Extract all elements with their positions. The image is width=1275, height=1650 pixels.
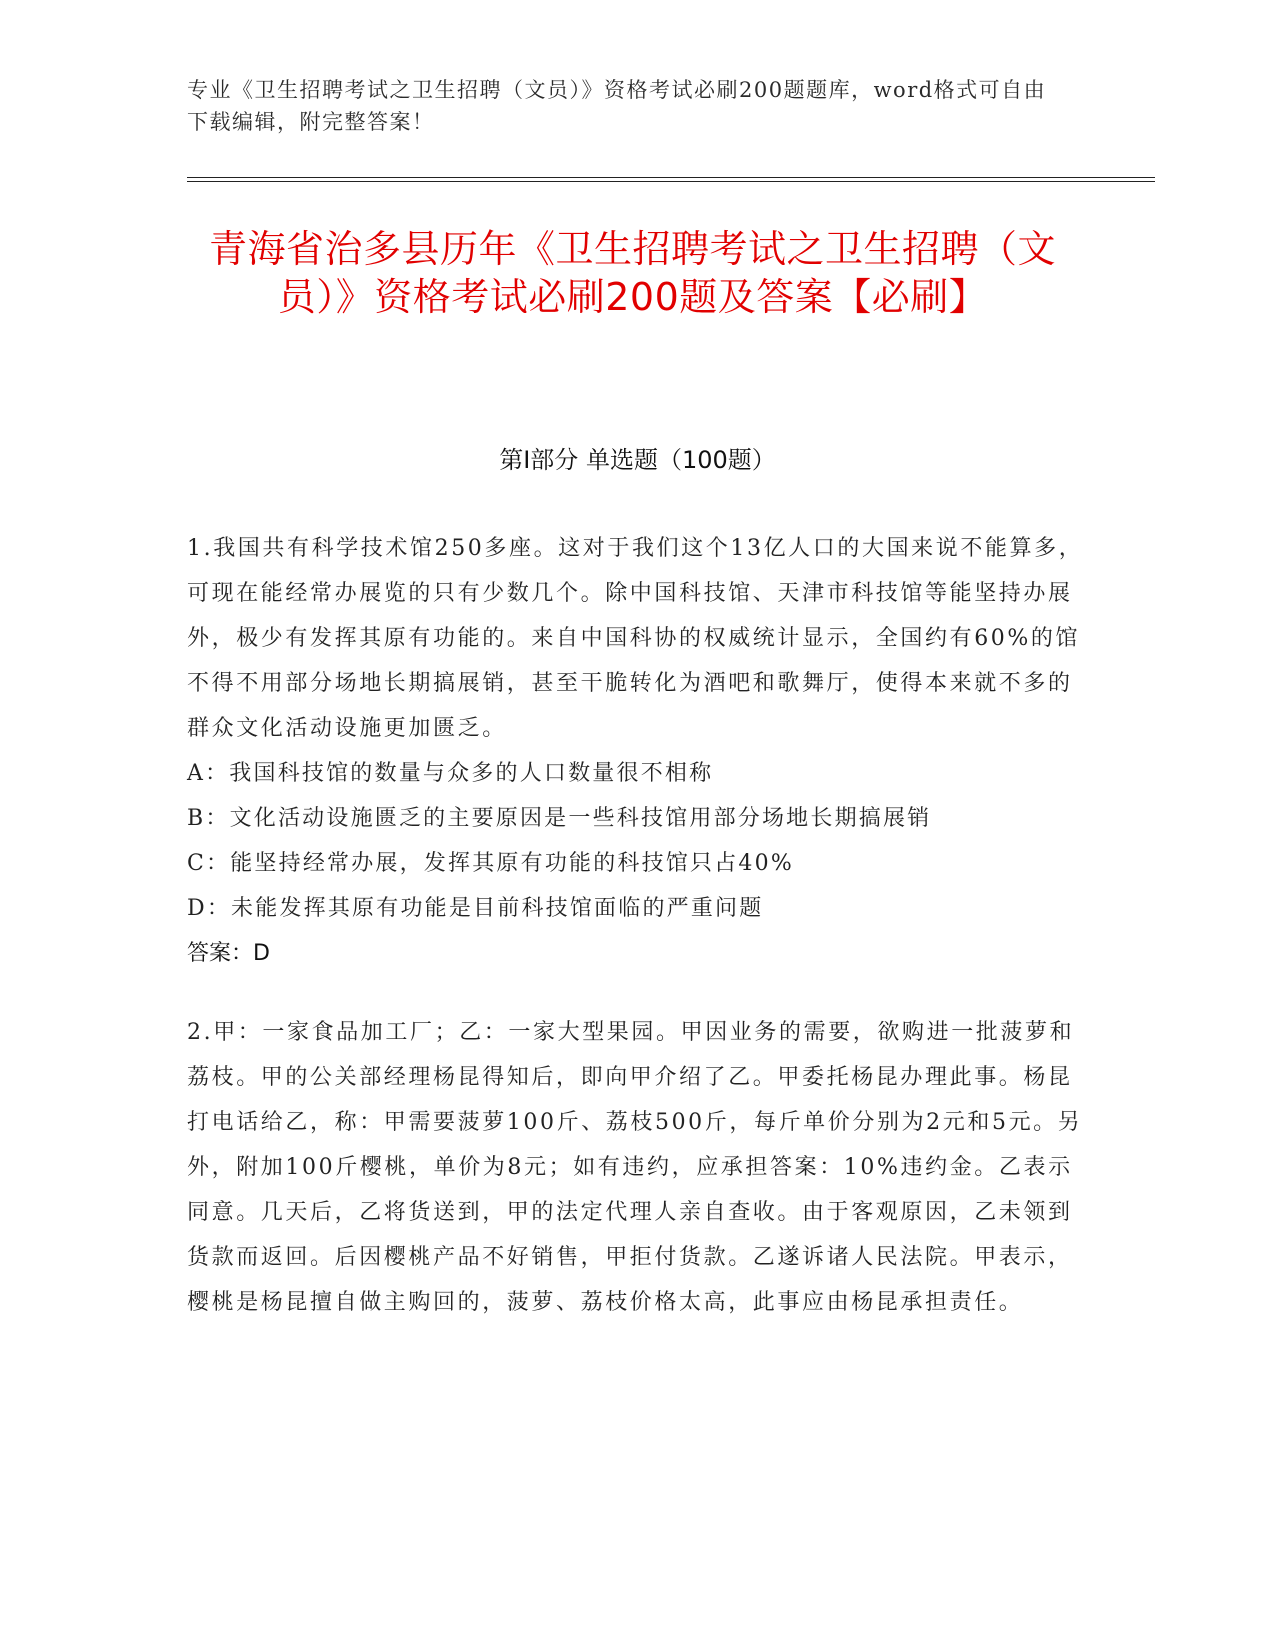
question-text: 1.我国共有科学技术馆250多座。这对于我们这个13亿人口的大国来说不能算多，可现在能经常办展览的只有少数几个。除中国科技馆、天津市科技馆等能坚持办展外，极少有发挥其原有功能的。来自中国科协的权威统计显示，全国约有60%的馆不得不用部分场地长期搞展销，甚至干脆转化为酒吧和歌舞厅，使得本来就不多的群众文化活动设施更加匮乏。 xyxy=(187,536,1084,741)
question-1 xyxy=(187,526,1092,976)
section-heading: 第I部分 单选题（100题） xyxy=(499,446,776,474)
question-text: 2.甲：一家食品加工厂；乙：一家大型果园。甲因业务的需要，欲购进一批菠萝和荔枝。甲的公关部经理杨昆得知后，即向甲介绍了乙。甲委托杨昆办理此事。杨昆打电话给乙，称：甲需要菠萝100斤、荔枝500斤，每斤单价分别为2元和5元。另外，附加100斤樱桃，单价为8元；如有违约，应承担答案：10%违约金。乙表示同意。几天后，乙将货送到，甲的法定代理人亲自查收。由于客观原因，乙未领到货款而返回。后因樱桃产品不好销售，甲拒付货款。乙遂诉诸人民法院。甲表示，樱桃是杨昆擅自做主购回的，菠萝、荔枝价格太高，此事应由杨昆承担责任。 xyxy=(187,1020,1083,1315)
header-note: 专业《卫生招聘考试之卫生招聘（文员）》资格考试必刷200题题库，word格式可自由下载编辑，附完整答案！ xyxy=(187,78,1047,134)
answer: 答案：D xyxy=(187,941,270,966)
option-b: B：文化活动设施匮乏的主要原因是一些科技馆用部分场地长期搞展销 xyxy=(187,806,932,831)
header-divider-top xyxy=(187,177,1155,178)
option-a: A：我国科技馆的数量与众多的人口数量很不相称 xyxy=(187,761,714,786)
header-divider-bottom xyxy=(187,181,1155,182)
question-2 xyxy=(187,1010,1092,1325)
option-d: D：未能发挥其原有功能是目前科技馆面临的严重问题 xyxy=(187,896,764,921)
option-c: C：能坚持经常办展，发挥其原有功能的科技馆只占40% xyxy=(187,851,794,876)
question-list xyxy=(187,526,1092,1359)
document-title: 青海省治多县历年《卫生招聘考试之卫生招聘（文员）》资格考试必刷200题及答案【必刷】 xyxy=(208,227,1056,319)
